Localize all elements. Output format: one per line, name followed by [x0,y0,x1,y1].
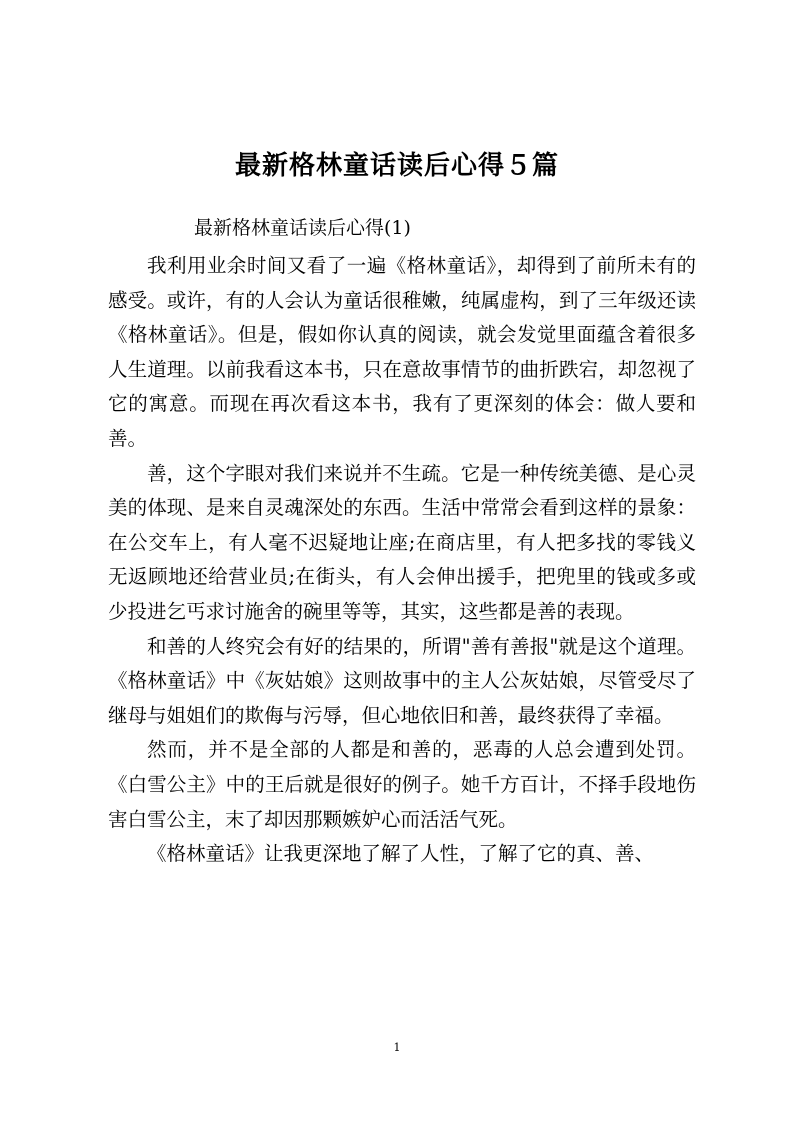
paragraph: 我利用业余时间又看了一遍《格林童话》，却得到了前所未有的感受。或许，有的人会认为童话很稚嫩，纯属虚构，到了三年级还读《格林童话》。但是，假如你认真的阅读，就会发觉里面蕴含着很多人生道理。以前我看这本书，只在意故事情节的曲折跌宕，却忽视了它的寓意。而现在再次看这本书，我有了更深刻的体会：做人要和善。 [108,254,696,450]
paragraph: 善，这个字眼对我们来说并不生疏。它是一种传统美德、是心灵美的体现、是来自灵魂深处的东西。生活中常常会看到这样的景象：在公交车上，有人毫不迟疑地让座;在商店里，有人把多找的零钱义无返顾地还给营业员;在街头，有人会伸出援手，把兜里的钱或多或少投进乞丐求讨施舍的碗里等等，其实，这些都是善的表现。 [108,461,696,623]
section-subtitle: 最新格林童话读后心得(1) [194,217,411,239]
page-number: 1 [393,1041,401,1054]
document-title: 最新格林童话读后心得５篇 [234,151,559,181]
document-body [108,249,696,872]
paragraph: 《格林童话》让我更深地了解了人性，了解了它的真、善、 [147,842,655,866]
paragraph: 然而，并不是全部的人都是和善的，恶毒的人总会遭到处罚。《白雪公主》中的王后就是很好的例子。她千方百计，不择手段地伤害白雪公主，末了却因那颗嫉妒心而活活气死。 [108,738,696,831]
paragraph: 和善的人终究会有好的结果的，所谓"善有善报"就是这个道理。《格林童话》中《灰姑娘》这则故事中的主人公灰姑娘，尽管受尽了继母与姐姐们的欺侮与污辱，但心地依旧和善，最终获得了幸福。 [108,634,696,727]
